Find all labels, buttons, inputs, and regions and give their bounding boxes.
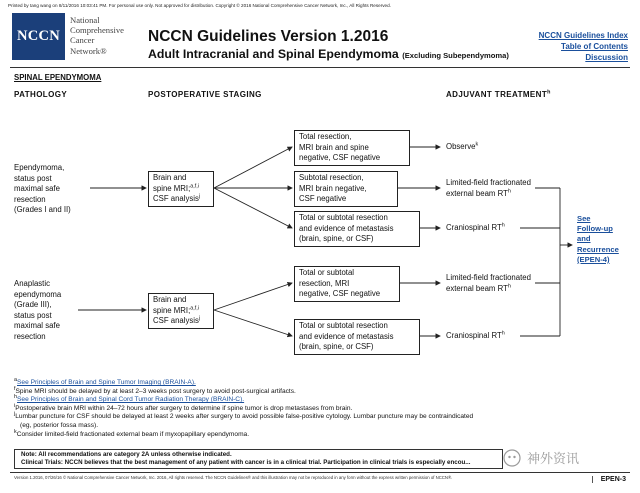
finding-line: Total or subtotal resection <box>299 213 388 222</box>
footnote-text: Spine MRI should be delayed by at least 2–3 weeks post surgery to avoid post-surgical artifacts. <box>15 387 296 395</box>
footnote-text: Lumbar puncture for CSF should be delayed at least 2 weeks after surgery to avoid possible false-positive cytology. Lumbar puncture may be contraindicated <box>15 413 474 421</box>
adjuvant-header-text: ADJUVANT TREATMENT <box>446 90 548 99</box>
finding-line: Subtotal resection, <box>299 173 364 182</box>
staging-line <box>153 194 209 205</box>
footnote-text: Postoperative brain MRI within 24–72 hours after surgery to determine if spine tumor is drop metastases from brain. <box>15 404 353 412</box>
finding-line: negative, CSF negative <box>299 289 381 299</box>
treatment-line: Limited-field fractionated <box>446 178 531 187</box>
treatment-line <box>446 284 531 295</box>
finding-line: and evidence of metastasis <box>299 223 394 233</box>
treatment-observe <box>446 142 478 153</box>
logo-line: National <box>70 15 100 25</box>
footnote-marker: h <box>547 89 551 96</box>
treatment-craniospinal-rt <box>446 331 505 342</box>
finding-line: CSF negative <box>299 194 347 204</box>
staging-line: Brain and <box>153 173 187 182</box>
finding-line: Total or subtotal resection <box>299 321 388 330</box>
follow-up-link-line: and <box>577 234 591 244</box>
finding-line: and evidence of metastasis <box>299 331 394 341</box>
staging-line <box>153 306 209 317</box>
footnote-marker: k <box>14 428 17 435</box>
footnote-marker: h <box>501 222 505 229</box>
footnote-marker: h <box>14 394 17 400</box>
treatment-text: Observe <box>446 142 476 151</box>
staging-line <box>153 184 209 195</box>
follow-up-link-line: Follow-up <box>577 224 613 234</box>
footnotes <box>14 376 474 439</box>
page-title-text: Adult Intracranial and Spinal Ependymoma <box>148 47 399 61</box>
finding-box <box>294 266 400 302</box>
pathology-line: ependymoma <box>14 289 62 299</box>
treatment-text: external beam RT <box>446 188 508 198</box>
logo-line: Cancer <box>70 35 95 46</box>
finding-box <box>294 211 420 247</box>
follow-up-link-line: (EPEN-4) <box>577 254 610 264</box>
pathology-line: maximal safe <box>14 321 60 331</box>
section-title: SPINAL EPENDYMOMA <box>14 73 102 82</box>
staging-line <box>153 316 209 327</box>
footnote-marker: h <box>507 283 511 289</box>
treatment-text: Craniospinal RT <box>446 223 502 232</box>
footnote-marker: k <box>475 141 479 148</box>
footnote-link-brain-a[interactable]: See Principles of Brain and Spine Tumor Imaging (BRAIN-A). <box>17 379 196 386</box>
finding-line: Total resection, <box>299 132 352 141</box>
follow-up-link-line: Recurrence <box>577 244 619 254</box>
guidelines-index-link[interactable]: NCCN Guidelines Index <box>538 31 628 40</box>
footnote <box>14 422 473 431</box>
treatment-line <box>446 189 531 200</box>
pathology-line: (Grades I and II) <box>14 205 71 215</box>
footnote-marker: i <box>14 402 16 409</box>
footnote <box>14 385 473 397</box>
guideline-version-title: NCCN Guidelines Version 1.2016 <box>148 28 389 45</box>
footnote <box>14 413 473 422</box>
finding-line: (brain, spine, or CSF) <box>299 234 374 244</box>
footnote-marker: j <box>14 411 16 418</box>
category-note-box <box>14 449 503 469</box>
staging-box-upper <box>148 171 214 207</box>
footnote <box>14 396 473 405</box>
footnote-marker: a,f,i <box>190 183 199 189</box>
footnote <box>14 376 473 388</box>
treatment-limited-field-rt <box>446 273 531 294</box>
pathology-line: Anaplastic <box>14 279 50 288</box>
treatment-limited-field-rt <box>446 178 531 199</box>
page-subtitle-note: (Excluding Subependymoma) <box>402 51 509 60</box>
footnote-text: (eg, posterior fossa mass). <box>20 421 99 429</box>
copyright-footer: Version 1.2016, 07/26/16 © National Comprehensive Cancer Network, Inc. 2016, All rights reserved. The NCCN Guidelines® and this illustration may not be reproduced in any form without the express written permission of NCCN®. <box>14 475 453 480</box>
print-header: Printed by tang wang on 8/11/2016 10:03:41 PM. For personal use only. Not approved for distribution. Copyright © 2016 National Comprehensive Cancer Network, Inc., All Rights Reserved. <box>8 3 391 8</box>
clinical-trials-note: Clinical Trials: NCCN believes that the best management of any patient with cancer is in a clinical trial. Participation in clinical trials is especially encou... <box>21 459 471 467</box>
footnote-marker: j <box>198 315 201 322</box>
pathology-anaplastic <box>14 279 61 343</box>
staging-box-lower <box>148 293 214 329</box>
pathology-line: maximal safe <box>14 184 60 194</box>
treatment-craniospinal-rt <box>446 223 505 234</box>
watermark-text: 神外资讯 <box>527 451 580 466</box>
finding-line: MRI brain negative, <box>299 183 367 193</box>
finding-line: resection, MRI <box>299 278 350 288</box>
finding-box <box>294 319 420 355</box>
footnote-marker: h <box>507 188 511 194</box>
wechat-icon <box>503 449 521 467</box>
footer-divider <box>10 472 630 473</box>
page-code: EPEN-3 <box>592 476 626 483</box>
finding-line: negative, CSF negative <box>299 153 381 163</box>
footnote-marker: h <box>501 330 505 337</box>
logo-line: Network® <box>70 45 107 56</box>
finding-line: (brain, spine, or CSF) <box>299 342 374 352</box>
finding-line: Total or subtotal <box>299 268 355 277</box>
pathology-ependymoma <box>14 163 71 216</box>
table-of-contents-link[interactable]: Table of Contents <box>561 42 628 51</box>
footnote-marker: f <box>14 385 16 392</box>
category-note: Note: All recommendations are category 2A unless otherwise indicated. <box>21 451 232 458</box>
footnote-link-brain-c[interactable]: See Principles of Brain and Spinal Cord Tumor Radiation Therapy (BRAIN-C). <box>17 396 245 404</box>
footnote <box>14 428 473 440</box>
staging-line-text: CSF analysis <box>153 316 199 326</box>
treatment-line: Limited-field fractionated <box>446 273 531 282</box>
staging-line-text: spine MRI; <box>153 183 191 193</box>
footnote-marker: j <box>198 193 201 200</box>
pathology-line: Ependymoma, <box>14 163 65 172</box>
pathology-line: resection <box>14 194 46 204</box>
finding-line: MRI brain and spine <box>299 142 369 152</box>
column-header-staging: POSTOPERATIVE STAGING <box>148 90 262 99</box>
treatment-text: external beam RT <box>446 283 508 293</box>
staging-line-text: spine MRI; <box>153 305 191 315</box>
pathology-line: status post <box>14 310 52 320</box>
column-header-pathology: PATHOLOGY <box>14 90 68 99</box>
pathology-line: (Grade III), <box>14 300 52 310</box>
staging-line: Brain and <box>153 295 187 304</box>
footnote-marker: a <box>14 376 17 383</box>
watermark <box>503 448 579 467</box>
finding-box <box>294 171 398 207</box>
footnote-marker: a,f,i <box>190 305 199 311</box>
follow-up-recurrence-link[interactable] <box>577 214 619 265</box>
footnote-text: Consider limited-field fractionated external beam if myxopapillary ependymoma. <box>16 430 250 438</box>
treatment-text: Craniospinal RT <box>446 331 502 340</box>
finding-box <box>294 130 410 166</box>
logo-mark: NCCN <box>16 28 61 44</box>
pathology-line: resection <box>14 331 46 341</box>
staging-line-text: CSF analysis <box>153 194 199 204</box>
pathology-line: status post <box>14 173 52 183</box>
follow-up-link-line: See <box>577 214 591 223</box>
logo-line: Comprehensive <box>70 25 124 36</box>
discussion-link[interactable]: Discussion <box>585 53 628 62</box>
